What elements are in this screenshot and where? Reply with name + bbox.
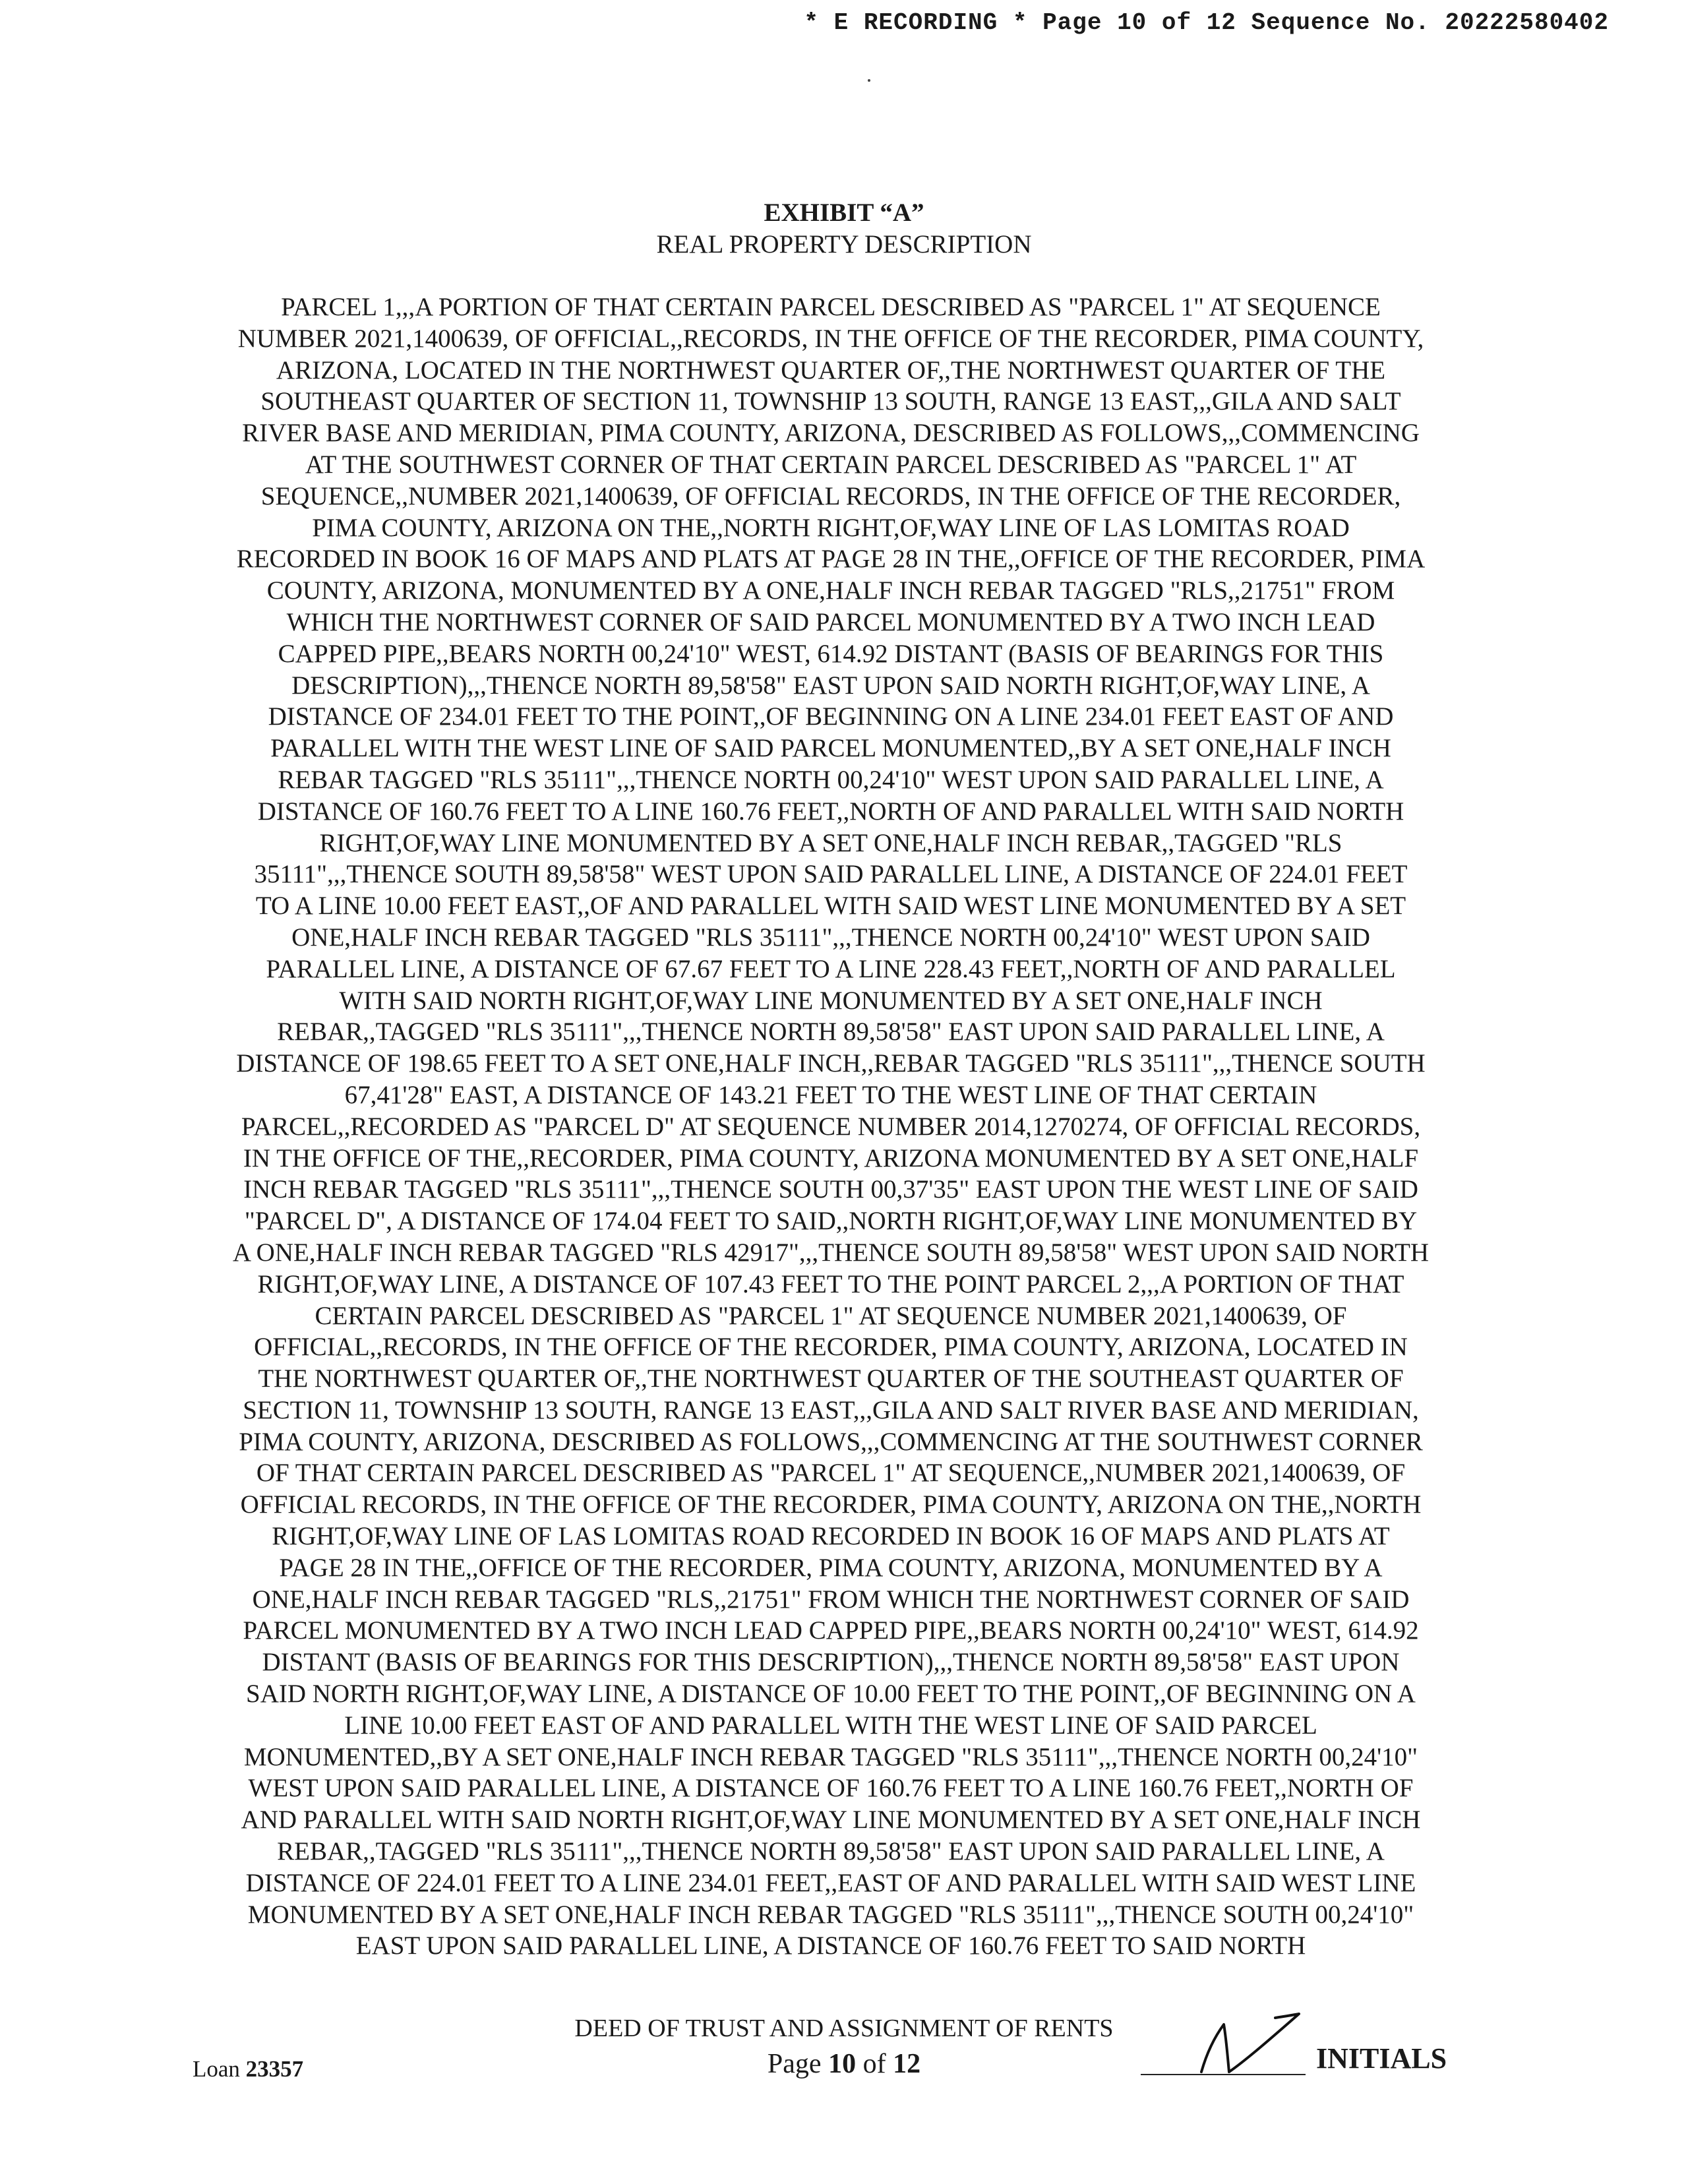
legal-description-line: SEQUENCE,,NUMBER 2021,1400639, OF OFFICIAL RECORDS, IN THE OFFICE OF THE RECORDER, bbox=[260, 481, 1401, 510]
legal-description-line: SECTION 11, TOWNSHIP 13 SOUTH, RANGE 13 EAST,,,GILA AND SALT RIVER BASE AND MERIDIAN, bbox=[243, 1395, 1419, 1424]
legal-description-line: PARALLEL LINE, A DISTANCE OF 67.67 FEET TO A LINE 228.43 FEET,,NORTH OF AND PARALLEL bbox=[266, 954, 1396, 983]
legal-description-line: WHICH THE NORTHWEST CORNER OF SAID PARCEL MONUMENTED BY A TWO INCH LEAD bbox=[286, 607, 1375, 636]
exhibit-title: EXHIBIT “A” bbox=[764, 198, 924, 227]
legal-description-line: PIMA COUNTY, ARIZONA ON THE,,NORTH RIGHT,OF,WAY LINE OF LAS LOMITAS ROAD bbox=[312, 513, 1350, 542]
legal-description-line: AND PARALLEL WITH SAID NORTH RIGHT,OF,WAY LINE MONUMENTED BY A SET ONE,HALF INCH bbox=[241, 1805, 1421, 1835]
legal-description-line: 35111",,,THENCE SOUTH 89,58'58" WEST UPON SAID PARALLEL LINE, A DISTANCE OF 224.01 FEET bbox=[254, 860, 1408, 889]
page-word: Page bbox=[767, 2049, 822, 2079]
legal-description-line: NUMBER 2021,1400639, OF OFFICIAL,,RECORDS, IN THE OFFICE OF THE RECORDER, PIMA COUNTY, bbox=[237, 324, 1424, 353]
legal-description-line: 67,41'28" EAST, A DISTANCE OF 143.21 FEET TO THE WEST LINE OF THAT CERTAIN bbox=[344, 1080, 1317, 1109]
legal-description-line: COUNTY, ARIZONA, MONUMENTED BY A ONE,HALF INCH REBAR TAGGED "RLS,,21751" FROM bbox=[266, 576, 1395, 605]
page-of: of bbox=[862, 2049, 886, 2079]
legal-description-line: REBAR TAGGED "RLS 35111",,,THENCE NORTH 00,24'10" WEST UPON SAID PARALLEL LINE, A bbox=[278, 765, 1384, 794]
legal-description-line: MONUMENTED BY A SET ONE,HALF INCH REBAR TAGGED "RLS 35111",,,THENCE SOUTH 00,24'10" bbox=[247, 1900, 1414, 1929]
page-current: 10 bbox=[828, 2049, 857, 2079]
exhibit-subtitle: REAL PROPERTY DESCRIPTION bbox=[656, 230, 1032, 258]
legal-description-line: EAST UPON SAID PARALLEL LINE, A DISTANCE OF 160.76 FEET TO SAID NORTH bbox=[355, 1931, 1306, 1960]
legal-description-line: DISTANCE OF 224.01 FEET TO A LINE 234.01 FEET,,EAST OF AND PARALLEL WITH SAID WEST LINE bbox=[245, 1868, 1416, 1897]
initials-label: INITIALS bbox=[1316, 2042, 1447, 2075]
legal-description-line: PARALLEL WITH THE WEST LINE OF SAID PARCEL MONUMENTED,,BY A SET ONE,HALF INCH bbox=[270, 734, 1391, 763]
legal-description-line: WEST UPON SAID PARALLEL LINE, A DISTANCE OF 160.76 FEET TO A LINE 160.76 FEET,,NORTH OF bbox=[248, 1774, 1414, 1803]
legal-description-line: RECORDED IN BOOK 16 OF MAPS AND PLATS AT PAGE 28 IN THE,,OFFICE OF THE RECORDER, PIMA bbox=[236, 545, 1426, 574]
legal-description-line: "PARCEL D", A DISTANCE OF 174.04 FEET TO SAID,,NORTH RIGHT,OF,WAY LINE MONUMENTED BY bbox=[244, 1207, 1418, 1236]
legal-description-line: REBAR,,TAGGED "RLS 35111",,,THENCE NORTH 89,58'58" EAST UPON SAID PARALLEL LINE, A bbox=[277, 1017, 1385, 1046]
handwritten-initials bbox=[1141, 2001, 1312, 2080]
legal-description-line: MONUMENTED,,BY A SET ONE,HALF INCH REBAR TAGGED "RLS 35111",,,THENCE NORTH 00,24'10" bbox=[243, 1742, 1418, 1771]
legal-description-line: TO A LINE 10.00 FEET EAST,,OF AND PARALLEL WITH SAID WEST LINE MONUMENTED BY A SET bbox=[255, 892, 1406, 921]
page-total: 12 bbox=[893, 2049, 921, 2079]
legal-description-line: RIGHT,OF,WAY LINE MONUMENTED BY A SET ONE,HALF INCH REBAR,,TAGGED "RLS bbox=[319, 828, 1342, 857]
legal-description-line: DISTANCE OF 234.01 FEET TO THE POINT,,OF BEGINNING ON A LINE 234.01 FEET EAST OF AND bbox=[268, 702, 1394, 731]
legal-description-line: OFFICIAL RECORDS, IN THE OFFICE OF THE RECORDER, PIMA COUNTY, ARIZONA ON THE,,NORTH bbox=[240, 1490, 1422, 1519]
legal-description-line: DISTANCE OF 198.65 FEET TO A SET ONE,HALF INCH,,REBAR TAGGED "RLS 35111",,,THENCE SOUTH bbox=[236, 1049, 1426, 1078]
legal-description-line: OFFICIAL,,RECORDS, IN THE OFFICE OF THE RECORDER, PIMA COUNTY, ARIZONA, LOCATED IN bbox=[254, 1333, 1408, 1362]
legal-description-line: CERTAIN PARCEL DESCRIBED AS "PARCEL 1" AT SEQUENCE NUMBER 2021,1400639, OF bbox=[315, 1301, 1347, 1330]
legal-description-line: ONE,HALF INCH REBAR TAGGED "RLS 35111",,,THENCE NORTH 00,24'10" WEST UPON SAID bbox=[291, 923, 1370, 952]
legal-description-line: LINE 10.00 FEET EAST OF AND PARALLEL WITH THE WEST LINE OF SAID PARCEL bbox=[344, 1711, 1317, 1740]
loan-label: Loan bbox=[193, 2056, 240, 2082]
legal-description-line: DESCRIPTION),,,THENCE NORTH 89,58'58" EAST UPON SAID NORTH RIGHT,OF,WAY LINE, A bbox=[291, 671, 1370, 700]
legal-description-line: ARIZONA, LOCATED IN THE NORTHWEST QUARTER OF,,THE NORTHWEST QUARTER OF THE bbox=[276, 355, 1386, 384]
legal-description-line: CAPPED PIPE,,BEARS NORTH 00,24'10" WEST, 614.92 DISTANT (BASIS OF BEARINGS FOR THIS bbox=[278, 639, 1384, 668]
legal-description-line: DISTANT (BASIS OF BEARINGS FOR THIS DESCRIPTION),,,THENCE NORTH 89,58'58" EAST UPON bbox=[262, 1648, 1400, 1677]
legal-description-line: WITH SAID NORTH RIGHT,OF,WAY LINE MONUMENTED BY A SET ONE,HALF INCH bbox=[339, 986, 1323, 1015]
legal-description bbox=[185, 291, 1477, 1962]
legal-description-line: AT THE SOUTHWEST CORNER OF THAT CERTAIN PARCEL DESCRIBED AS "PARCEL 1" AT bbox=[305, 450, 1357, 479]
legal-description-line: RIVER BASE AND MERIDIAN, PIMA COUNTY, ARIZONA, DESCRIBED AS FOLLOWS,,,COMMENCING bbox=[242, 419, 1420, 448]
legal-description-line: PIMA COUNTY, ARIZONA, DESCRIBED AS FOLLOWS,,,COMMENCING AT THE SOUTHWEST CORNER bbox=[239, 1427, 1423, 1456]
legal-description-line: SOUTHEAST QUARTER OF SECTION 11, TOWNSHIP 13 SOUTH, RANGE 13 EAST,,,GILA AND SALT bbox=[260, 387, 1401, 416]
legal-description-line: PARCEL MONUMENTED BY A TWO INCH LEAD CAPPED PIPE,,BEARS NORTH 00,24'10" WEST, 614.92 bbox=[243, 1616, 1419, 1645]
legal-description-line: RIGHT,OF,WAY LINE OF LAS LOMITAS ROAD RECORDED IN BOOK 16 OF MAPS AND PLATS AT bbox=[272, 1522, 1390, 1551]
legal-description-line: A ONE,HALF INCH REBAR TAGGED "RLS 42917",,,THENCE SOUTH 89,58'58" WEST UPON SAID NORTH bbox=[232, 1238, 1430, 1267]
legal-description-line: SAID NORTH RIGHT,OF,WAY LINE, A DISTANCE OF 10.00 FEET TO THE POINT,,OF BEGINNING ON A bbox=[246, 1680, 1416, 1709]
legal-description-line: IN THE OFFICE OF THE,,RECORDER, PIMA COUNTY, ARIZONA MONUMENTED BY A SET ONE,HALF bbox=[243, 1143, 1419, 1172]
legal-description-line: REBAR,,TAGGED "RLS 35111",,,THENCE NORTH 89,58'58" EAST UPON SAID PARALLEL LINE, A bbox=[277, 1837, 1385, 1866]
scan-speck bbox=[868, 79, 870, 82]
loan-number: 23357 bbox=[245, 2056, 304, 2082]
legal-description-line: OF THAT CERTAIN PARCEL DESCRIBED AS "PARCEL 1" AT SEQUENCE,,NUMBER 2021,1400639, OF bbox=[256, 1459, 1406, 1488]
legal-description-line: DISTANCE OF 160.76 FEET TO A LINE 160.76 FEET,,NORTH OF AND PARALLEL WITH SAID NORTH bbox=[257, 797, 1404, 826]
initials-block bbox=[1141, 2001, 1484, 2080]
recording-header: * E RECORDING * Page 10 of 12 Sequence No. 20222580402 bbox=[804, 9, 1609, 36]
legal-description-line: ONE,HALF INCH REBAR TAGGED "RLS,,21751" FROM WHICH THE NORTHWEST CORNER OF SAID bbox=[252, 1585, 1410, 1614]
legal-description-line: PARCEL,,RECORDED AS "PARCEL D" AT SEQUENCE NUMBER 2014,1270274, OF OFFICIAL RECORDS, bbox=[241, 1112, 1421, 1141]
legal-description-line: INCH REBAR TAGGED "RLS 35111",,,THENCE SOUTH 00,37'35" EAST UPON THE WEST LINE OF SAID bbox=[243, 1175, 1418, 1204]
legal-description-line: THE NORTHWEST QUARTER OF,,THE NORTHWEST QUARTER OF THE SOUTHEAST QUARTER OF bbox=[258, 1364, 1404, 1393]
document-title: DEED OF TRUST AND ASSIGNMENT OF RENTS bbox=[574, 2015, 1114, 2042]
legal-description-line: RIGHT,OF,WAY LINE, A DISTANCE OF 107.43 FEET TO THE POINT PARCEL 2,,,A PORTION OF THAT bbox=[257, 1269, 1404, 1298]
legal-description-line: PARCEL 1,,,A PORTION OF THAT CERTAIN PARCEL DESCRIBED AS "PARCEL 1" AT SEQUENCE bbox=[281, 293, 1381, 321]
legal-description-line: PAGE 28 IN THE,,OFFICE OF THE RECORDER, PIMA COUNTY, ARIZONA, MONUMENTED BY A bbox=[279, 1553, 1383, 1582]
